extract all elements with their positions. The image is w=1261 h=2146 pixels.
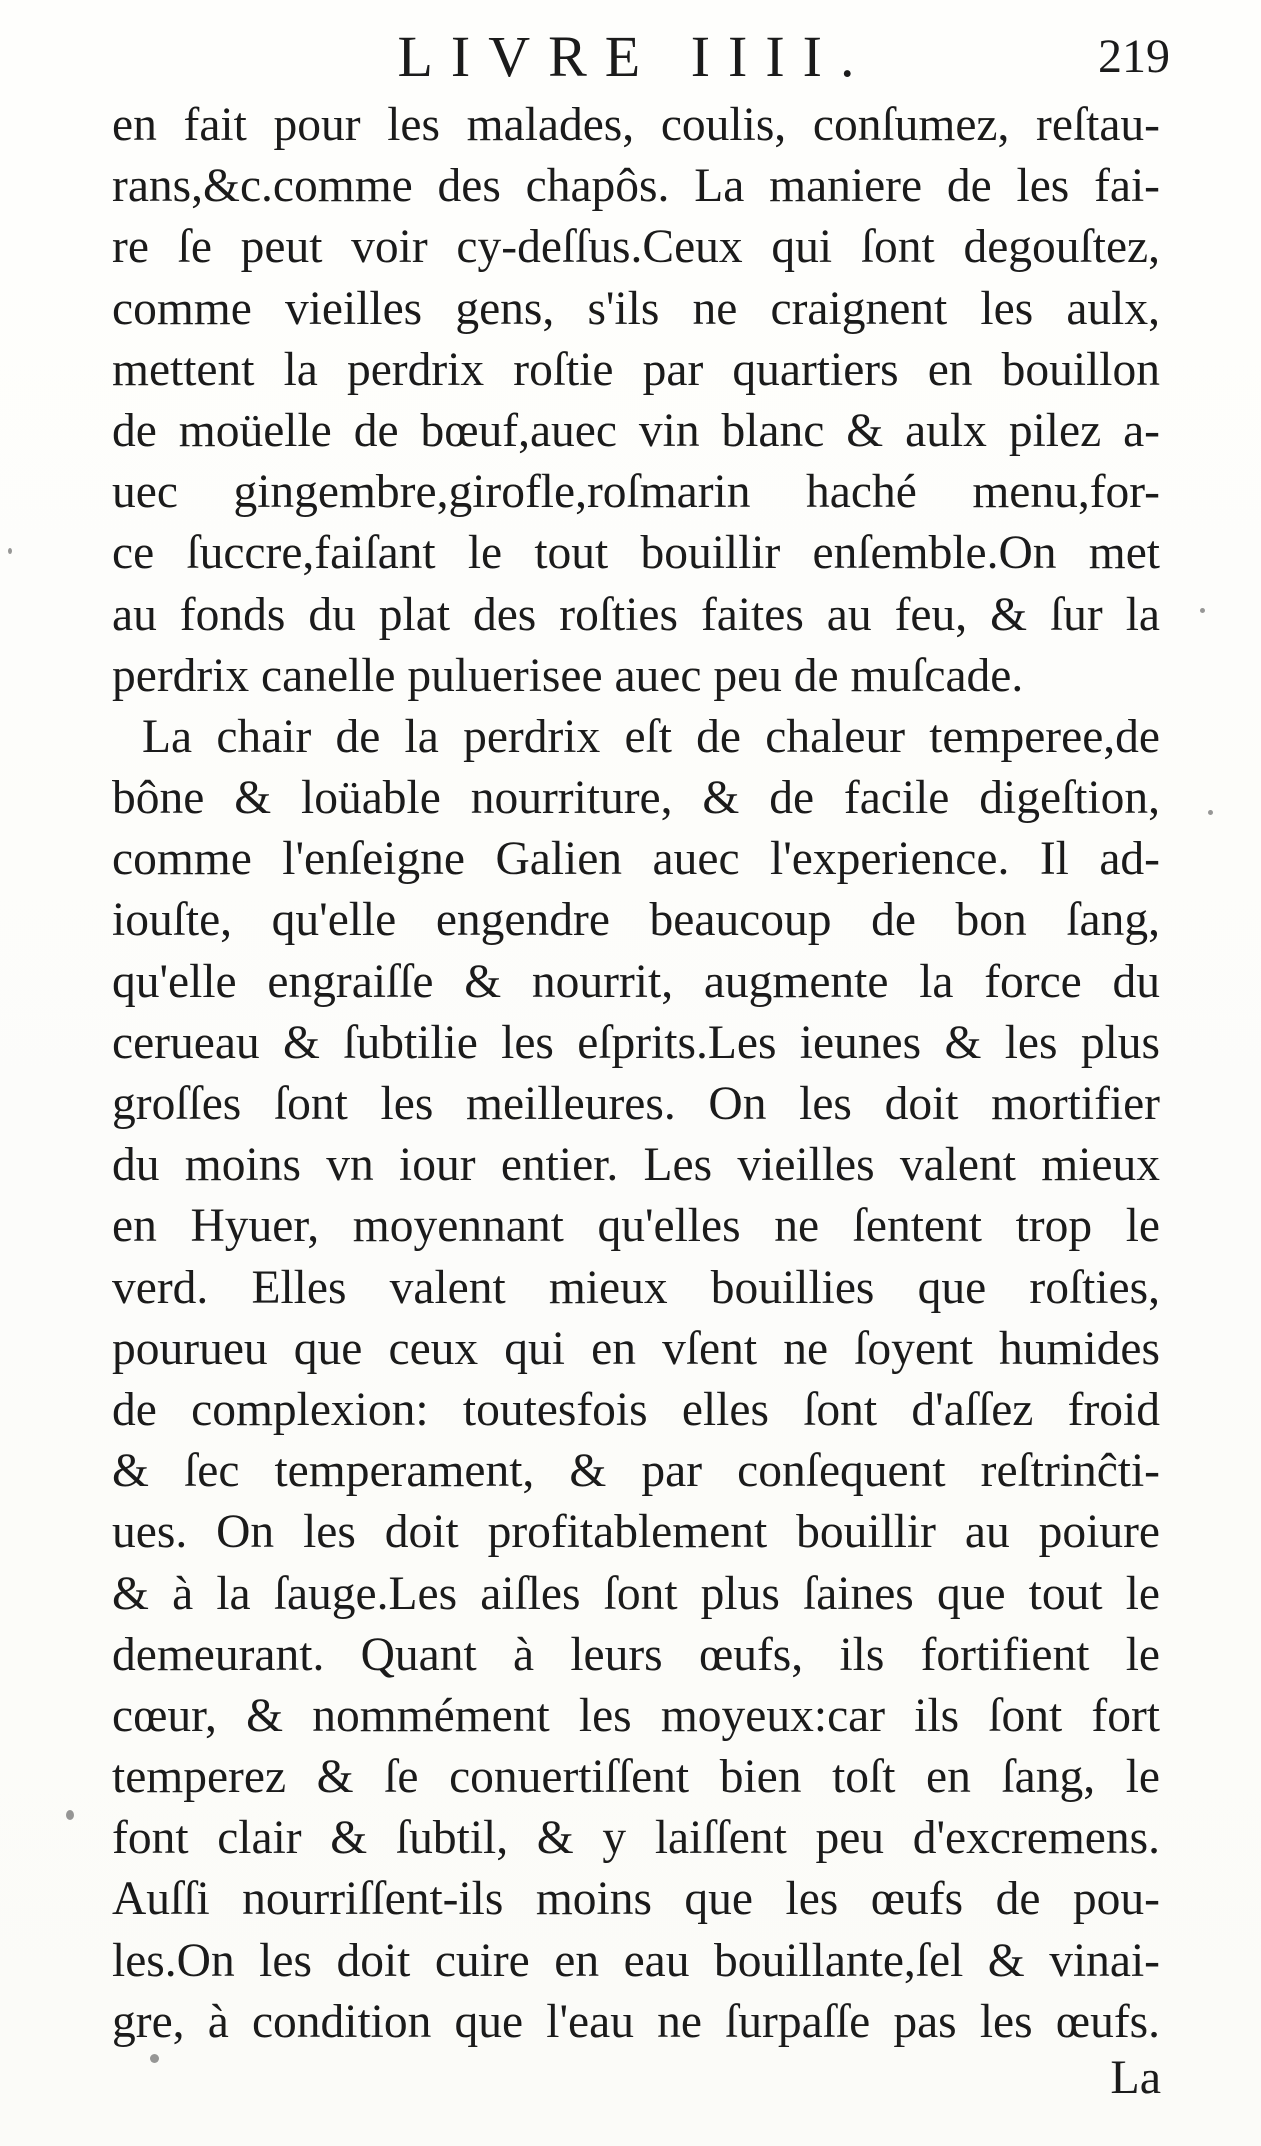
paragraph-start-line: La chair de la perdrix eſt de chaleur temperee,de: [142, 710, 1160, 763]
text-line: & à la ſauge.Les aiſles ſont plus ſaines que tout le: [112, 1567, 1160, 1620]
text-line: font clair & ſubtil, & y laiſſent peu d'excremens.: [112, 1812, 1160, 1865]
text-line: ues. On les doit profitablement bouillir au poiure: [112, 1506, 1160, 1559]
page-number: 219: [1098, 30, 1170, 83]
text-line: ce ſuccre,faiſant le tout bouillir enſemble.On met: [112, 527, 1160, 580]
text-line: groſſes ſont les meilleures. On les doit mortifier: [112, 1078, 1160, 1130]
text-line: rans,&c.comme des chapôs. La maniere de les fai-: [112, 160, 1160, 213]
ink-speck: [1208, 810, 1213, 815]
ink-speck: [1200, 608, 1205, 613]
ink-speck: [150, 2054, 159, 2063]
text-line: bône & loüable nourriture, & de facile digeſtion,: [112, 772, 1160, 825]
text-line: mettent la perdrix roſtie par quartiers en bouillon: [112, 343, 1160, 396]
text-line: en fait pour les malades, coulis, conſumez, reſtau-: [112, 99, 1160, 151]
running-head: [110, 22, 1170, 92]
text-line: cœur, & nommément les moyeux:car ils ſont fort: [112, 1689, 1160, 1742]
text-line: uec gingembre,girofle,roſmarin haché menu,for-: [112, 466, 1160, 519]
text-line: temperez & ſe conuertiſſent bien toſt en ſang, le: [112, 1751, 1160, 1804]
text-line: gre, à condition que l'eau ne ſurpaſſe pas les œufs.: [112, 1995, 1160, 2048]
book-title: LIVRE IIII.: [397, 24, 873, 89]
text-line: cerueau & ſubtilie les eſprits.Les ieunes & les plus: [112, 1016, 1160, 1069]
text-line: verd. Elles valent mieux bouillies que roſties,: [112, 1261, 1160, 1314]
text-line: iouſte, qu'elle engendre beaucoup de bon ſang,: [112, 894, 1160, 947]
text-line: au fonds du plat des roſties faites au feu, & ſur la: [112, 588, 1160, 641]
text-line: pourueu que ceux qui en vſent ne ſoyent humides: [112, 1322, 1160, 1375]
text-line: perdrix canelle puluerisee auec peu de muſcade.: [112, 649, 1024, 702]
text-line: de moüelle de bœuf,auec vin blanc & aulx pilez a-: [112, 404, 1160, 457]
catchword: La: [1110, 2051, 1161, 2104]
text-line: qu'elle engraiſſe & nourrit, augmente la force du: [112, 955, 1160, 1008]
ink-speck: [8, 548, 12, 554]
text-line: de complexion: toutesfois elles ſont d'aſſez froid: [112, 1383, 1160, 1436]
text-line: du moins vn iour entier. Les vieilles valent mieux: [112, 1139, 1160, 1192]
text-line: les.On les doit cuire en eau bouillante,ſel & vinai-: [112, 1934, 1160, 1987]
ink-speck: [66, 1810, 74, 1820]
text-line: demeurant. Quant à leurs œufs, ils fortifient le: [112, 1628, 1160, 1681]
text-line: comme vieilles gens, s'ils ne craignent les aulx,: [112, 282, 1160, 335]
text-line: re ſe peut voir cy-deſſus.Ceux qui ſont degouſtez,: [112, 221, 1160, 274]
body-text: [112, 95, 1160, 2053]
text-line: comme l'enſeigne Galien auec l'experience. Il ad-: [112, 833, 1160, 886]
text-line: en Hyuer, moyennant qu'elles ne ſentent trop le: [112, 1200, 1160, 1253]
text-line: & ſec temperament, & par conſequent reſtrinĉti-: [112, 1445, 1160, 1498]
text-line: Auſſi nourriſſent-ils moins que les œufs de pou-: [112, 1873, 1160, 1926]
